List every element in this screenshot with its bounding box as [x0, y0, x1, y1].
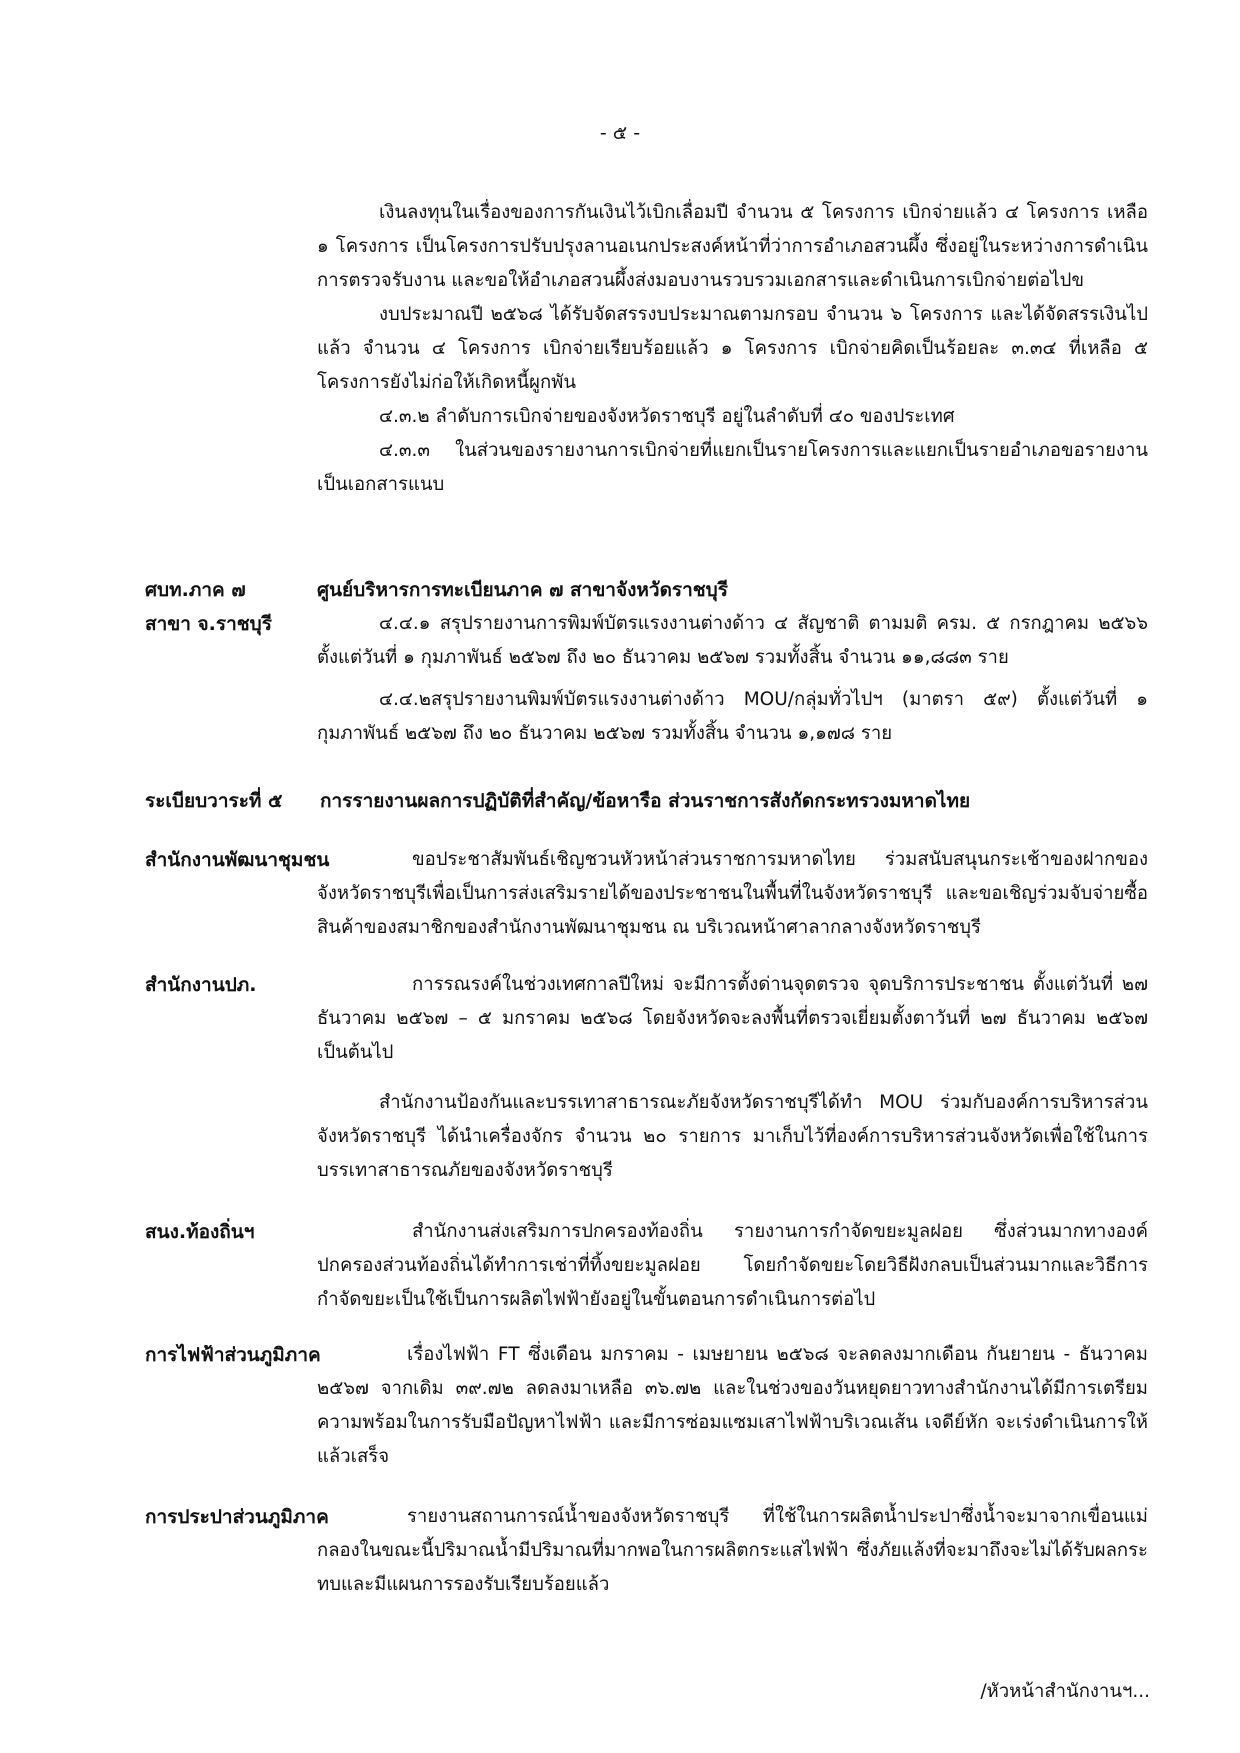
section-paragraph-2: ๔.๔.๒สรุปรายงานพิมพ์บัตรแรงงานต่างด้าว MOU/กลุ่มทั่วไปฯ (มาตรา ๕๙) ตั้งแต่วันที่ ๑ กุมภาพันธ์ ๒๕๖๗ ถึง ๒๐ ธันวาคม ๒๕๖๗ รวมทั้งสิ้น จำนวน ๑,๑๗๘ ราย	[317, 689, 1148, 744]
label-line-2: สาขา จ.ราชบุรี	[145, 613, 272, 635]
section-label: สนง.ท้องถิ่นฯ	[145, 1221, 255, 1243]
page-number: - ๕ -	[599, 122, 641, 144]
continuation-paragraph-2: งบประมาณปี ๒๕๖๘ ได้รับจัดสรรงบประมาณตามกรอบ จำนวน ๖ โครงการ และได้จัดสรรเงินไปแล้ว จำนวน ๔ โครงการ เบิกจ่ายเรียบร้อยแล้ว ๑ โครงการ เบิกจ่ายคิดเป็นร้อยละ ๓.๓๔ ที่เหลือ ๕ โครงการยังไม่ก่อให้เกิดหนี้ผูกพัน	[317, 304, 1148, 393]
section-label: สำนักงานปภ.	[145, 974, 257, 996]
waterworks-section	[145, 1500, 1148, 1602]
agenda-title: การรายงานผลการปฏิบัติที่สำคัญ/ข้อหารือ ส่วนราชการสังกัดกระทรวงมหาดไทย	[320, 790, 971, 812]
section-paragraph-1: ๔.๔.๑ สรุปรายงานการพิมพ์บัตรแรงงานต่างด้าว ๔ สัญชาติ ตามมติ ครม. ๕ กรกฎาคม ๒๕๖๖ ตั้งแต่วันที่ ๑ กุมภาพันธ์ ๒๕๖๗ ถึง ๒๐ ธันวาคม ๒๕๖๗ รวมทั้งสิ้น จำนวน ๑๑,๘๘๓ ราย	[317, 613, 1148, 668]
agenda-5-heading	[145, 784, 1148, 818]
section-text: สำนักงานส่งเสริมการปกครองท้องถิ่น รายงานการกำจัดขยะมูลฝอย ซึ่งส่วนมากทางองค์ปกครองส่วนท้องถิ่นได้ทำการเช่าที่ทิ้งขยะมูลฝอย โดยกำจัดขยะโดยวิธีฝังกลบเป็นส่วนมากและวิธีการกำจัดขยะเป็นใช้เป็นการผลิตไฟฟ้ายังอยู่ในขั้นตอนการดำเนินการต่อไป	[317, 1221, 1148, 1310]
community-dev-section	[145, 843, 1148, 945]
section-text: เรื่องไฟฟ้า FT ซึ่งเดือน มกราคม - เมษยายน ๒๕๖๘ จะลดลงมากเดือน กันยายน - ธันวาคม ๒๕๖๗ จากเดิม ๓๙.๗๒ ลดลงมาเหลือ ๓๖.๗๒ และในช่วงของวันหยุดยาวทางสำนักงานได้มีการเตรียมความพร้อมในการรับมือปัญหาไฟฟ้า และมีการซ่อมแซมเสาไฟฟ้าบริเวณเส้น เจดีย์หัก จะเร่งดำเนินการให้แล้วเสร็จ	[317, 1344, 1148, 1467]
local-admin-section	[145, 1215, 1148, 1317]
continuation-paragraph-1: เงินลงทุนในเรื่องของการกันเงินไว้เบิกเลื่อมปี จำนวน ๕ โครงการ เบิกจ่ายแล้ว ๔ โครงการ เหลือ ๑ โครงการ เป็นโครงการปรับปรุงลานอเนกประสงค์หน้าที่ว่าการอำเภอสวนผึ้ง ซึ่งอยู่ในระหว่างการดำเนินการตรวจรับงาน และขอให้อำเภอสวนผึ้งส่งมอบงานรวบรวมเอกสารและดำเนินการเบิกจ่ายต่อไปข	[317, 202, 1148, 291]
section-label: สำนักงานพัฒนาชุมชน	[145, 849, 330, 871]
continuation-paragraph-4: ๔.๓.๓ ในส่วนของรายงานการเบิกจ่ายที่แยกเป็นรายโครงการและแยกเป็นรายอำเภอขอรายงานเป็นเอกสารแนบ	[317, 440, 1148, 495]
section-label: การไฟฟ้าส่วนภูมิภาค	[145, 1344, 321, 1366]
electricity-section	[145, 1338, 1148, 1474]
section-text: รายงานสถานการณ์น้ำของจังหวัดราชบุรี ที่ใช้ในการผลิตน้ำประปาซึ่งน้ำจะมาจากเขื่อนแม่กลองในขณะนี้ปริมาณน้ำมีปริมาณที่มากพอในการผลิตกระแสไฟฟ้า ซึ่งภัยแล้งที่จะมาถึงจะไม่ได้รับผลกระทบและมีแผนการรองรับเรียบร้อยแล้ว	[317, 1506, 1148, 1595]
registration-office-section	[145, 573, 1148, 751]
section-paragraph-2: สำนักงานป้องกันและบรรเทาสาธารณะภัยจังหวัดราชบุรีได้ทำ MOU ร่วมกับองค์การบริหารส่วนจังหวัดราชบุรี ได้นำเครื่องจักร จำนวน ๒๐ รายการ มาเก็บไว้ที่องค์การบริหารส่วนจังหวัดเพื่อใช้ในการบรรเทาสาธารณภัยของจังหวัดราชบุรี	[317, 1092, 1148, 1181]
continuation-paragraph-3: ๔.๓.๒ ลำดับการเบิกจ่ายของจังหวัดราชบุรี อยู่ในลำดับที่ ๔๐ ของประเทศ	[379, 406, 955, 427]
label-line-1: ศบท.ภาค ๗	[145, 579, 246, 601]
section-text: ขอประชาสัมพันธ์เชิญชวนหัวหน้าส่วนราชการมหาดไทย ร่วมสนับสนุนกระเช้าของฝากของจังหวัดราชบุรีเพื่อเป็นการส่งเสริมรายได้ของประชาชนในพื้นที่ในจังหวัดราชบุรี และขอเชิญร่วมจับจ่ายซื้อสินค้าของสมาชิกของสำนักงานพัฒนาชุมชน ณ บริเวณหน้าศาลากลางจังหวัดราชบุรี	[317, 849, 1148, 938]
continuation-footer: /หัวหน้าสำนักงานฯ...	[980, 1681, 1150, 1702]
section-label: การประปาส่วนภูมิภาค	[145, 1506, 329, 1528]
section-paragraph-1: การรณรงค์ในช่วงเทศกาลปีใหม่ จะมีการตั้งด่านจุดตรวจ จุดบริการประชาชน ตั้งแต่วันที่ ๒๗ ธันวาคม ๒๕๖๗ – ๕ มกราคม ๒๕๖๘ โดยจังหวัดจะลงพื้นที่ตรวจเยี่ยมตั้งตาวันที่ ๒๗ ธันวาคม ๒๕๖๗ เป็นต้นไป	[317, 974, 1148, 1063]
continuation-section	[145, 196, 1148, 502]
section-label	[145, 573, 325, 641]
disaster-office-section	[145, 968, 1148, 1188]
agenda-label: ระเบียบวาระที่ ๕	[145, 790, 283, 812]
section-title: ศูนย์บริหารการทะเบียนภาค ๗ สาขาจังหวัดราชบุรี	[317, 579, 728, 601]
